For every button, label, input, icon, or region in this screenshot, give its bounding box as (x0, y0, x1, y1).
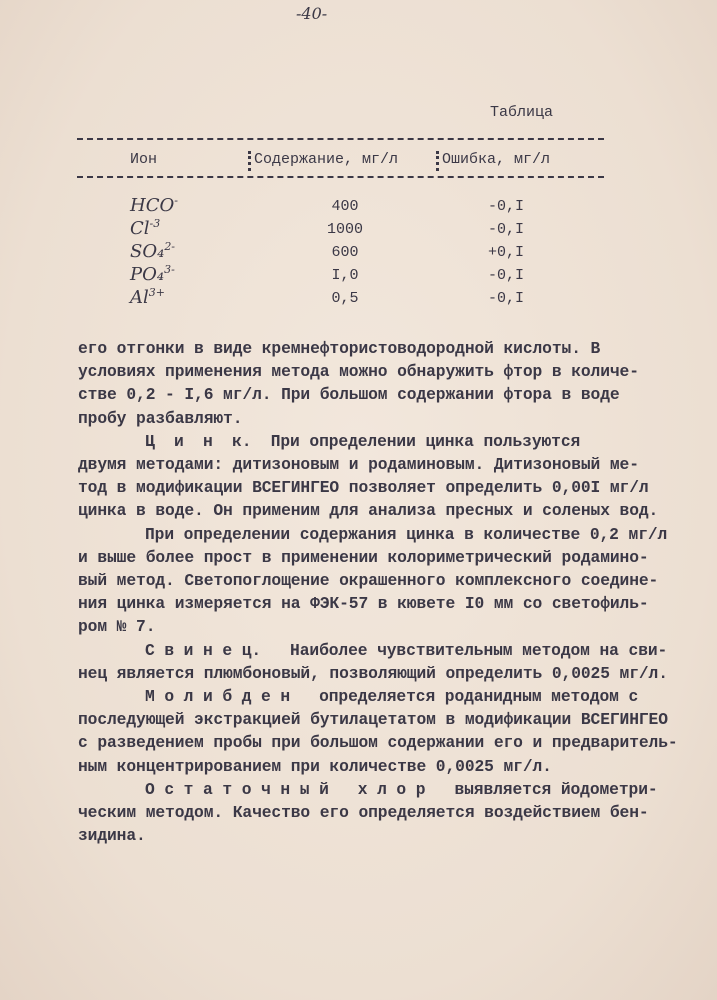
ion-formula: SO₄$^{2-}$ (130, 240, 176, 262)
text-line: ром № 7. (78, 617, 156, 637)
error-value: +0,I (488, 244, 525, 261)
ion-formula: HCO- (130, 194, 178, 216)
header-error: Ошибка, мг/л (442, 151, 551, 168)
text-line: ческим методом. Качество его определяется воздействием бен- (78, 803, 649, 823)
text-line: условиях применения метода можно обнаружить фтор в количе- (78, 362, 639, 382)
error-value: -0,I (488, 290, 525, 307)
ion-formula: PO₄$^{3-}$ (130, 263, 175, 285)
table-top-rule (77, 138, 604, 140)
text-line: двумя методами: дитизоновым и родаминовым. Дитизоновый ме- (78, 455, 639, 475)
text-line: С в и н е ц. Наиболее чувствительным методом на сви- (145, 640, 668, 660)
table-row (0, 240, 717, 267)
ion-formula: $Al^{3+}$ (130, 286, 165, 308)
body-text (78, 337, 678, 847)
table-caption: Таблица (490, 104, 554, 121)
header-content: Содержание, мг/л (254, 151, 399, 168)
text-line: нец является плюмбоновый, позволяющий определить 0,0025 мг/л. (78, 663, 668, 683)
text-line: его отгонки в виде кремнефтористоводородной кислоты. В (78, 339, 601, 358)
text-line: стве 0,2 - I,6 мг/л. При большом содержании фтора в воде (78, 385, 620, 405)
header-ion: Ион (130, 151, 158, 168)
text-line: М о л и б д е н определяется роданидным методом с (145, 687, 639, 707)
text-line: последующей экстракцией бутилацетатом в модификации ВСЕГИНГЕО (78, 710, 668, 730)
text-line: При определении содержания цинка в количестве 0,2 мг/л (145, 524, 668, 544)
table-header-rule (77, 176, 604, 178)
ion-formula: $Cl^{-3}$ (130, 217, 161, 239)
text-line: ния цинка измеряется на ФЭК-57 в кювете I0 мм со светофиль- (78, 594, 649, 614)
error-value: -0,I (488, 198, 525, 215)
table-row (0, 263, 717, 290)
content-value: 600 (331, 244, 359, 261)
table-row (0, 217, 717, 244)
content-value: I,0 (331, 267, 359, 284)
text-line: зидина. (78, 826, 146, 846)
error-value: -0,I (488, 221, 525, 238)
text-line: тод в модификации ВСЕГИНГЕО позволяет определить 0,00I мг/л (78, 478, 649, 498)
table-row (0, 194, 717, 221)
text-line: пробу разбавляют. (78, 408, 243, 428)
text-line: с разведением пробы при большом содержании его и предваритель- (78, 733, 678, 753)
text-line: и выше более прост в применении колориметрический родамино- (78, 547, 649, 567)
content-value: 1000 (326, 221, 363, 238)
content-value: 0,5 (331, 290, 359, 307)
content-value: 400 (331, 198, 359, 215)
text-line: ным концентрированием при количестве 0,0025 мг/л. (78, 756, 552, 776)
text-line: вый метод. Светопоглощение окрашенного комплексного соедине- (78, 571, 659, 591)
error-value: -0,I (488, 267, 525, 284)
page-number: -40- (296, 4, 328, 23)
text-line: цинка в воде. Он применим для анализа пресных и соленых вод. (78, 501, 659, 521)
text-line: Ц и н к. При определении цинка пользуются (145, 431, 581, 451)
table-row (0, 286, 717, 313)
text-line: О с т а т о ч н ы й х л о р выявляется йодометри- (145, 779, 658, 799)
